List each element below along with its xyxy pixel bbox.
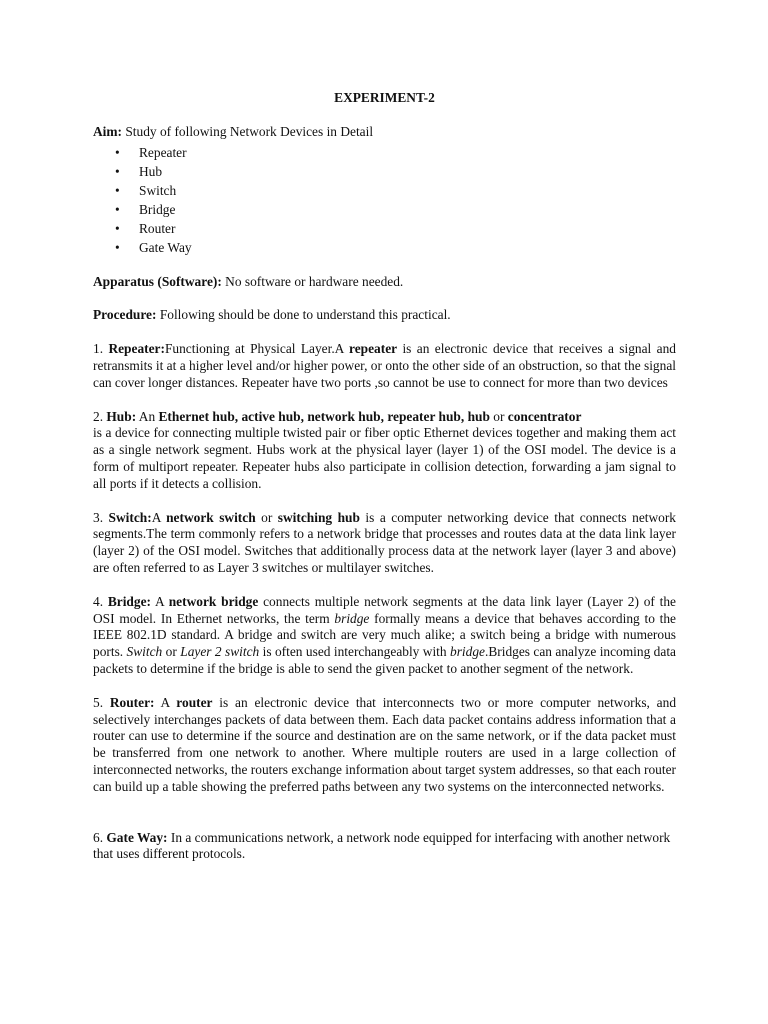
bullet-icon: • <box>115 182 120 198</box>
bridge-paragraph: 4. Bridge: A network bridge connects multiple network segments at the data link layer (Layer 2) of the OSI model. In Ethernet networks, the term bridge formally means a device that behaves according to the IEEE 802.1D standard. A bridge and switch are very much alike; a switch being a bridge with numerous ports. Switch or Layer 2 switch is often used interchangeably with bridge.Bridges can analyze incoming data packets to determine if the bridge is able to send the given packet to another segment of the network. <box>93 593 676 676</box>
list-item: • Gate Way <box>115 239 192 255</box>
repeater-label: Repeater: <box>108 341 165 357</box>
switch-label: Switch: <box>108 509 152 525</box>
bullet-icon: • <box>115 163 120 179</box>
aim-label: Aim: <box>93 123 123 139</box>
hub-label: Hub: <box>106 408 137 424</box>
list-item: • Bridge <box>115 201 176 217</box>
repeater-paragraph: 1. Repeater:Functioning at Physical Layer.A repeater is an electronic device that receives a signal and retransmits it at a higher level and/or higher power, or onto the other side of an obstruction, so that the signal can cover longer distances. Repeater have two ports ,so cannot be use to connect for more than two devices <box>93 341 676 390</box>
page-title: EXPERIMENT-2 <box>334 90 435 105</box>
apparatus-line: Apparatus (Software): No software or hardware needed. <box>93 273 404 289</box>
aim-line <box>93 124 676 141</box>
gateway-label: Gate Way: <box>106 829 168 845</box>
list-item: • Hub <box>115 163 163 179</box>
switch-paragraph: 3. Switch:A network switch or switching hub is a computer networking device that connects network segments.The term commonly refers to a network bridge that processes and routes data at the data link layer (layer 2) of the OSI model. Switches that additionally process data at the network layer (layer 3 and above) are often referred to as Layer 3 switches or multilayer switches. <box>93 509 676 575</box>
procedure-line: Procedure: Following should be done to understand this practical. <box>93 307 451 323</box>
hub-paragraph: is a device for connecting multiple twisted pair or fiber optic Ethernet devices together and making them act as a single network segment. Hubs work at the physical layer (layer 1) of the OSI model. The device is a form of multiport repeater. Repeater hubs also participate in collision detection, forwarding a jam signal to all ports if it detects a collision. <box>93 425 676 491</box>
list-item: • Router <box>115 220 176 236</box>
bullet-icon: • <box>115 144 120 160</box>
bridge-label: Bridge: <box>107 593 151 609</box>
router-label: Router: <box>109 694 155 710</box>
bullet-icon: • <box>115 239 120 255</box>
procedure-label: Procedure: <box>93 307 157 323</box>
list-item: • Repeater <box>115 144 187 160</box>
bullet-icon: • <box>115 220 120 236</box>
device-list <box>93 143 676 257</box>
apparatus-label: Apparatus (Software): <box>93 273 222 289</box>
router-paragraph: 5. Router: A router is an electronic device that interconnects two or more computer networks, and selectively interchanges packets of data between them. Each data packet contains address information that a router can use to determine if the source and destination are on the same network, or if the data packet must be transferred from one network to another. Where multiple routers are used in a large collection of interconnected networks, the routers exchange information about target system addresses, so that each router can build up a table showing the preferred paths between any two systems on the interconnected networks. <box>93 694 677 794</box>
aim-text: Study of following Network Devices in Detail <box>122 123 374 139</box>
hub-paragraph-heading: 2. Hub: An Ethernet hub, active hub, network hub, repeater hub, hub or concentrator <box>93 408 582 424</box>
bullet-icon: • <box>115 201 120 217</box>
gateway-paragraph: 6. Gate Way: In a communications network, a network node equipped for interfacing with another network that uses different protocols. <box>93 829 671 862</box>
list-item: • Switch <box>115 182 177 198</box>
